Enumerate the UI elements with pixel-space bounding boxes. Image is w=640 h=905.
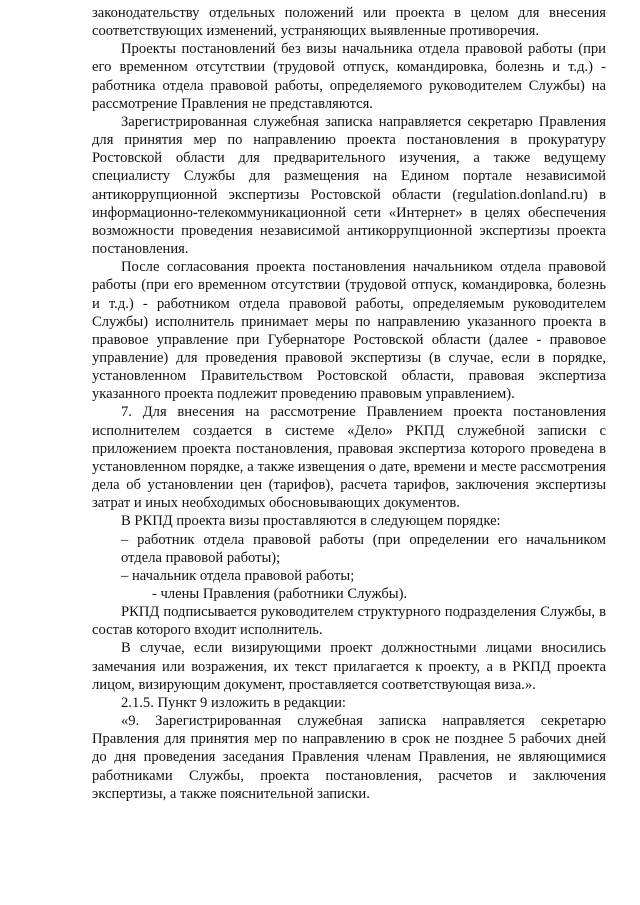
list-item-board-members: - члены Правления (работники Службы).: [152, 586, 408, 602]
paragraph-no-visa: Проекты постановлений без визы начальника отдела правовой работы (при его временном отсутствии (трудовой отпуск, командировка, болезнь и т.д.) - работника отдела правовой работы, определяемого руководителем Службы) на рассмотрение Правления не представляются.: [92, 41, 606, 112]
list-item-legal-head: – начальник отдела правовой работы;: [121, 567, 355, 584]
paragraph-2-1-5: 2.1.5. Пункт 9 изложить в редакции:: [121, 694, 346, 711]
paragraph-registered-memo: Зарегистрированная служебная записка направляется секретарю Правления для принятия мер по направлению проекта постановления в прокуратуру Ростовской области для предварительного изучения, а также ведущему специалисту Службы для размещения на Едином портале независимой антикоррупционной экспертизы Ростовской области (regulation.donland.ru) в информационно-телекоммуникационной сети «Интернет» в целях обеспечения возможности проведения независимой антикоррупционной экспертизы проекта постановления.: [92, 113, 606, 258]
list-item-legal-worker: – работник отдела правовой работы (при определении его начальником отдела правовой работы);: [121, 531, 606, 566]
paragraph-continuation: законодательству отдельных положений или проекта в целом для внесения соответствующих изменений, устраняющих выявленные противоречия.: [92, 5, 606, 40]
paragraph-visa-order: В РКПД проекта визы проставляются в следующем порядке:: [121, 513, 501, 530]
paragraph-rkpd-signed: РКПД подписывается руководителем структурного подразделения Службы, в состав которого входит исполнитель.: [92, 604, 606, 639]
paragraph-after-approval: После согласования проекта постановления начальником отдела правовой работы (при его временном отсутствии (трудовой отпуск, командировка, болезнь и т.д.) - работником отдела правовой работы, определяемым руководителем Службы) исполнитель принимает меры по направлению указанного проекта в правовое управление при Губернаторе Ростовской области (далее - правовое управление) для проведения правовой экспертизы (в случае, если в порядке, установленном Правительством Ростовской области, правовая экспертиза указанного проекта подлежит проведению правовым управлением).: [92, 259, 606, 403]
paragraph-item-7: 7. Для внесения на рассмотрение Правлением проекта постановления исполнителем создается в системе «Дело» РКПД служебной записки с приложением проекта постановления, правовая экспертиза которого проведена в установленном порядке, а также извещения о дате, времени и месте рассмотрения дела об установлении цен (тарифов), расчета тарифов, заключения экспертизы затрат и иных необходимых обосновывающих документов.: [92, 404, 606, 512]
paragraph-objections: В случае, если визирующими проект должностными лицами вносились замечания или возражения, их текст прилагается к проекту, а в РКПД проекта лицом, визирующим документ, проставляется соответствующая виза.».: [92, 640, 606, 693]
document-page: [92, 4, 606, 803]
paragraph-item-9: «9. Зарегистрированная служебная записка направляется секретарю Правления для принятия мер по направлению в срок не позднее 5 рабочих дней до дня проведения заседания Правления членам Правления, не являющимися работниками Службы, проекта постановления, расчетов и заключения экспертизы, а также пояснительной записки.: [92, 713, 606, 802]
